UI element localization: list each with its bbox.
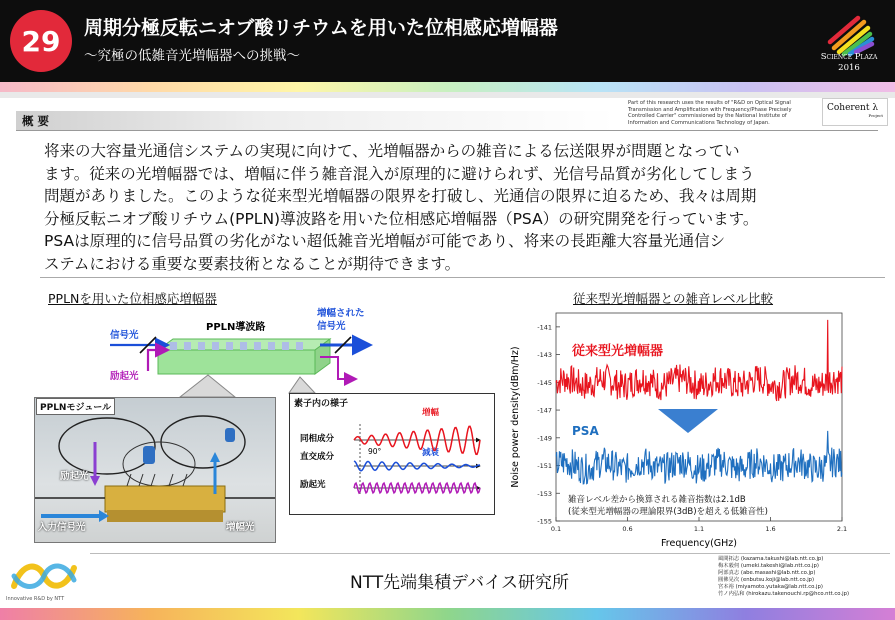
divider <box>90 553 890 554</box>
overview-heading-bar <box>16 111 616 130</box>
x-tick-label: 1.6 <box>765 525 776 533</box>
y-axis-label: Noise power density(dBm/Hz) <box>510 346 521 488</box>
x-tick-label: 1.1 <box>693 525 705 533</box>
series-label: 従来型光増幅器 <box>572 344 664 359</box>
y-tick-label: -153 <box>537 489 552 498</box>
science-plaza-wordmark: Science Plaza 2016 <box>820 52 878 73</box>
overview-line: 問題がありました。このような従来型光増幅器の限界を打破し、光通信の限界に迫るため、我々は周期 <box>44 187 757 205</box>
x-tick-label: 2.1 <box>836 525 848 533</box>
coherent-project-logo: Coherent λ Project <box>822 98 888 126</box>
overview-heading: 概要 <box>22 114 53 128</box>
rainbow-band-bottom <box>0 608 895 620</box>
overview-line: 分極反転ニオブ酸リチウム(PPLN)導波路を用いた位相感応増幅器（PSA）の研究開発を行っています。 <box>44 209 759 228</box>
divider <box>40 277 885 278</box>
ntt-logo-caption: Innovative R&D by NTT <box>6 596 65 602</box>
divider <box>16 130 878 131</box>
overview-line: PSAは原理的に信号品質の劣化がない超低雑音光増幅が可能であり、将来の長距離大容量光通信シ <box>44 232 726 250</box>
photo-pump-label: 励起光 <box>60 471 89 482</box>
svg-text:励起光: 励起光 <box>300 480 326 490</box>
y-tick-label: -141 <box>537 323 552 332</box>
series-label: PSA <box>572 424 599 438</box>
contact-list <box>718 556 849 599</box>
y-tick-label: -143 <box>537 351 552 360</box>
noise-comparison-chart <box>500 305 880 550</box>
svg-text:減衰: 減衰 <box>422 448 440 458</box>
y-tick-label: -147 <box>537 406 552 415</box>
inside-element-title: 素子内の様子 <box>294 399 349 409</box>
gray-band <box>0 92 895 98</box>
svg-text:励起光: 励起光 <box>110 371 139 382</box>
x-tick-label: 0.1 <box>550 525 562 533</box>
chart-annotation: 雑音レベル差から換算される雑音指数は2.1dB <box>568 495 746 505</box>
y-tick-label: -145 <box>537 378 552 387</box>
exhibit-number-badge: 29 <box>10 10 72 72</box>
contact-item: 竹ノ内弘和 (hirokazu.takenouchi.rp@hco.ntt.co.jp) <box>718 591 850 598</box>
diagram-section-title: PPLNを用いた位相感応増幅器 <box>48 291 217 306</box>
contact-item: 宮本裕 (miyamoto.yutaka@lab.ntt.co.jp) <box>718 584 823 591</box>
y-tick-label: -151 <box>537 462 552 471</box>
svg-text:増幅された: 増幅された <box>317 308 365 319</box>
x-tick-label: 0.6 <box>622 525 633 533</box>
inside-element-box <box>289 393 495 515</box>
svg-text:増幅: 増幅 <box>422 408 440 418</box>
svg-text:信号光: 信号光 <box>317 321 346 332</box>
page-subtitle: ～究極の低雑音光増幅器への挑戦～ <box>84 48 300 64</box>
svg-text:同相成分: 同相成分 <box>300 434 335 444</box>
ppln-module-label: PPLNモジュール <box>36 398 115 415</box>
x-axis-label: Frequency(GHz) <box>661 538 737 549</box>
y-tick-label: -149 <box>537 434 552 443</box>
overview-line: ステムにおける重要な要素技術となることが期待できます。 <box>44 254 461 273</box>
overview-line: 将来の大容量光通信システムの実現に向けて、光増幅器からの雑音による伝送限界が問題となってい <box>44 142 740 160</box>
chart-section-title: 従来型光増幅器との雑音レベル比較 <box>573 291 774 306</box>
rainbow-band-top <box>0 82 895 92</box>
ntt-innovation-logo-icon <box>8 556 80 598</box>
chart-annotation: (従来型光増幅器の理論限界(3dB)を超える低雑音性) <box>568 507 768 517</box>
contact-item: 圓佛晃次 (enbutsu.koji@lab.ntt.co.jp) <box>718 577 815 584</box>
svg-text:PPLN導波路: PPLN導波路 <box>206 322 266 333</box>
page-title: 周期分極反転ニオブ酸リチウムを用いた位相感応増幅器 <box>84 17 558 39</box>
overview-line: ます。従来の光増幅器では、増幅に伴う雑音混入が原理的に避けられず、光信号品質が劣化してしまう <box>44 164 755 183</box>
overview-body <box>44 140 886 275</box>
organization-name: NTT先端集積デバイス研究所 <box>350 573 569 593</box>
photo-output-label: 増幅光 <box>226 522 255 533</box>
svg-text:信号光: 信号光 <box>110 330 139 341</box>
svg-text:90°: 90° <box>368 447 382 456</box>
svg-text:直交成分: 直交成分 <box>300 452 335 462</box>
photo-input-label: 入力信号光 <box>38 522 86 533</box>
y-tick-label: -155 <box>537 517 552 526</box>
contact-item: 風間拓志 (kazama.takushi@lab.ntt.co.jp) <box>718 556 824 562</box>
funding-credit: Part of this research uses the results of "R&D on Optical Signal Transmission and Amplification with Frequency/Phase Precisely Controlled Carrier" commissioned by the National Institute of Information and Communications Technology of Japan. <box>628 100 792 126</box>
contact-item: 梅木毅伺 (umeki.takeshi@lab.ntt.co.jp) <box>718 563 819 570</box>
contact-item: 阿部真志 (abe.masashi@lab.ntt.co.jp) <box>718 570 816 577</box>
